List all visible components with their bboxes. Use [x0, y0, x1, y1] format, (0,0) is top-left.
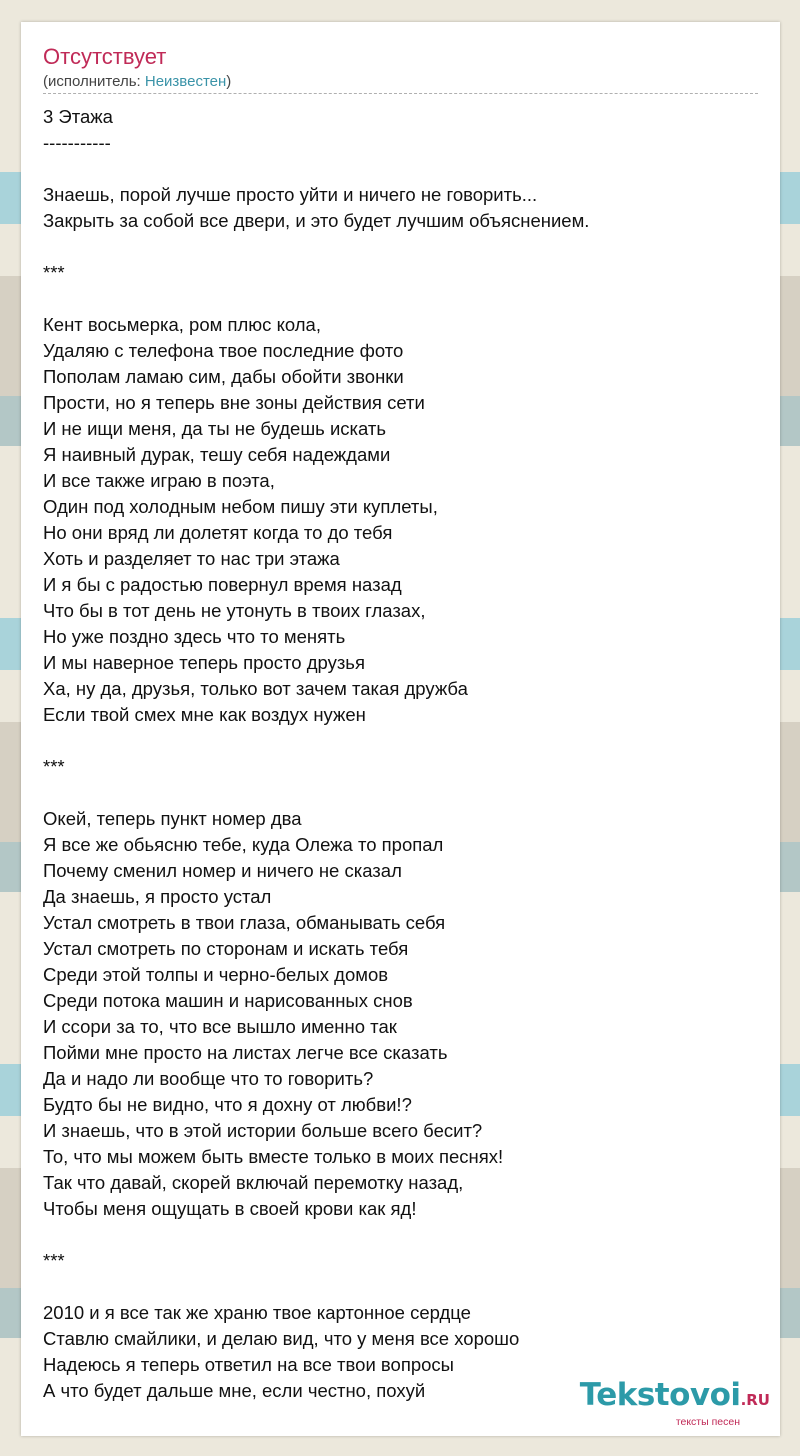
logo-wordmark: [580, 1379, 770, 1416]
site-logo[interactable]: [580, 1379, 770, 1428]
logo-tld: .RU: [740, 1391, 770, 1409]
lyrics-card: [21, 22, 780, 1436]
performer-prefix: (исполнитель:: [43, 73, 145, 90]
lyrics-text: 3 Этажа ----------- Знаешь, порой лучше просто уйти и ничего не говорить... Закрыть за собой все двери, и это будет лучшим объяснением. *** Кент восьмерка, ром плюс кола, Удаляю с телефона твое последние фото Пополам ламаю сим, дабы обойти звонки Прости, но я теперь вне зоны действия сети И не ищи меня, да ты не будешь искать Я наивный дурак, тешу себя надеждами И все также играю в поэта, Один под холодным небом пишу эти куплеты, Но они вряд ли долетят когда то до тебя Хоть и разделяет то нас три этажа И я бы с радостью повернул время назад Что бы в тот день не утонуть в твоих глазах, Но уже поздно здесь что то менять И мы наверное теперь просто друзья Ха, ну да, друзья, только вот зачем такая дружба Если твой смех мне как воздух нужен *** Окей, теперь пункт номер два Я все же обьясню тебе, куда Олежа то пропал Почему сменил номер и ничего не сказал Да знаешь, я просто устал Устал смотреть в твои глаза, обманывать себя Устал смотреть по сторонам и искать тебя Среди этой толпы и черно-белых домов Среди потока машин и нарисованных снов И ссори за то, что все вышло именно так Пойми мне просто на листах легче все сказать Да и надо ли вообще что то говорить? Будто бы не видно, что я дохну от любви!? И знаешь, что в этой истории больше всего бесит? То, что мы можем быть вместе только в моих песнях! Так что давай, скорей включай перемотку назад, Чтобы меня ощущать в своей крови как яд! *** 2010 и я все так же храню твое картонное сердце Ставлю смайлики, и делаю вид, что у меня все хорошо Надеюсь я теперь ответил на все твои вопросы А что будет дальше мне, если честно, похуй: [43, 106, 590, 1401]
header-divider: [43, 93, 758, 94]
performer-line: [43, 73, 231, 91]
performer-suffix: ): [226, 73, 232, 90]
song-title: Отсутствует: [43, 44, 167, 69]
performer-link[interactable]: Неизвестен: [144, 73, 227, 90]
logo-tagline: тексты песен: [675, 1416, 740, 1428]
logo-name: Tekstovoi: [579, 1377, 741, 1413]
